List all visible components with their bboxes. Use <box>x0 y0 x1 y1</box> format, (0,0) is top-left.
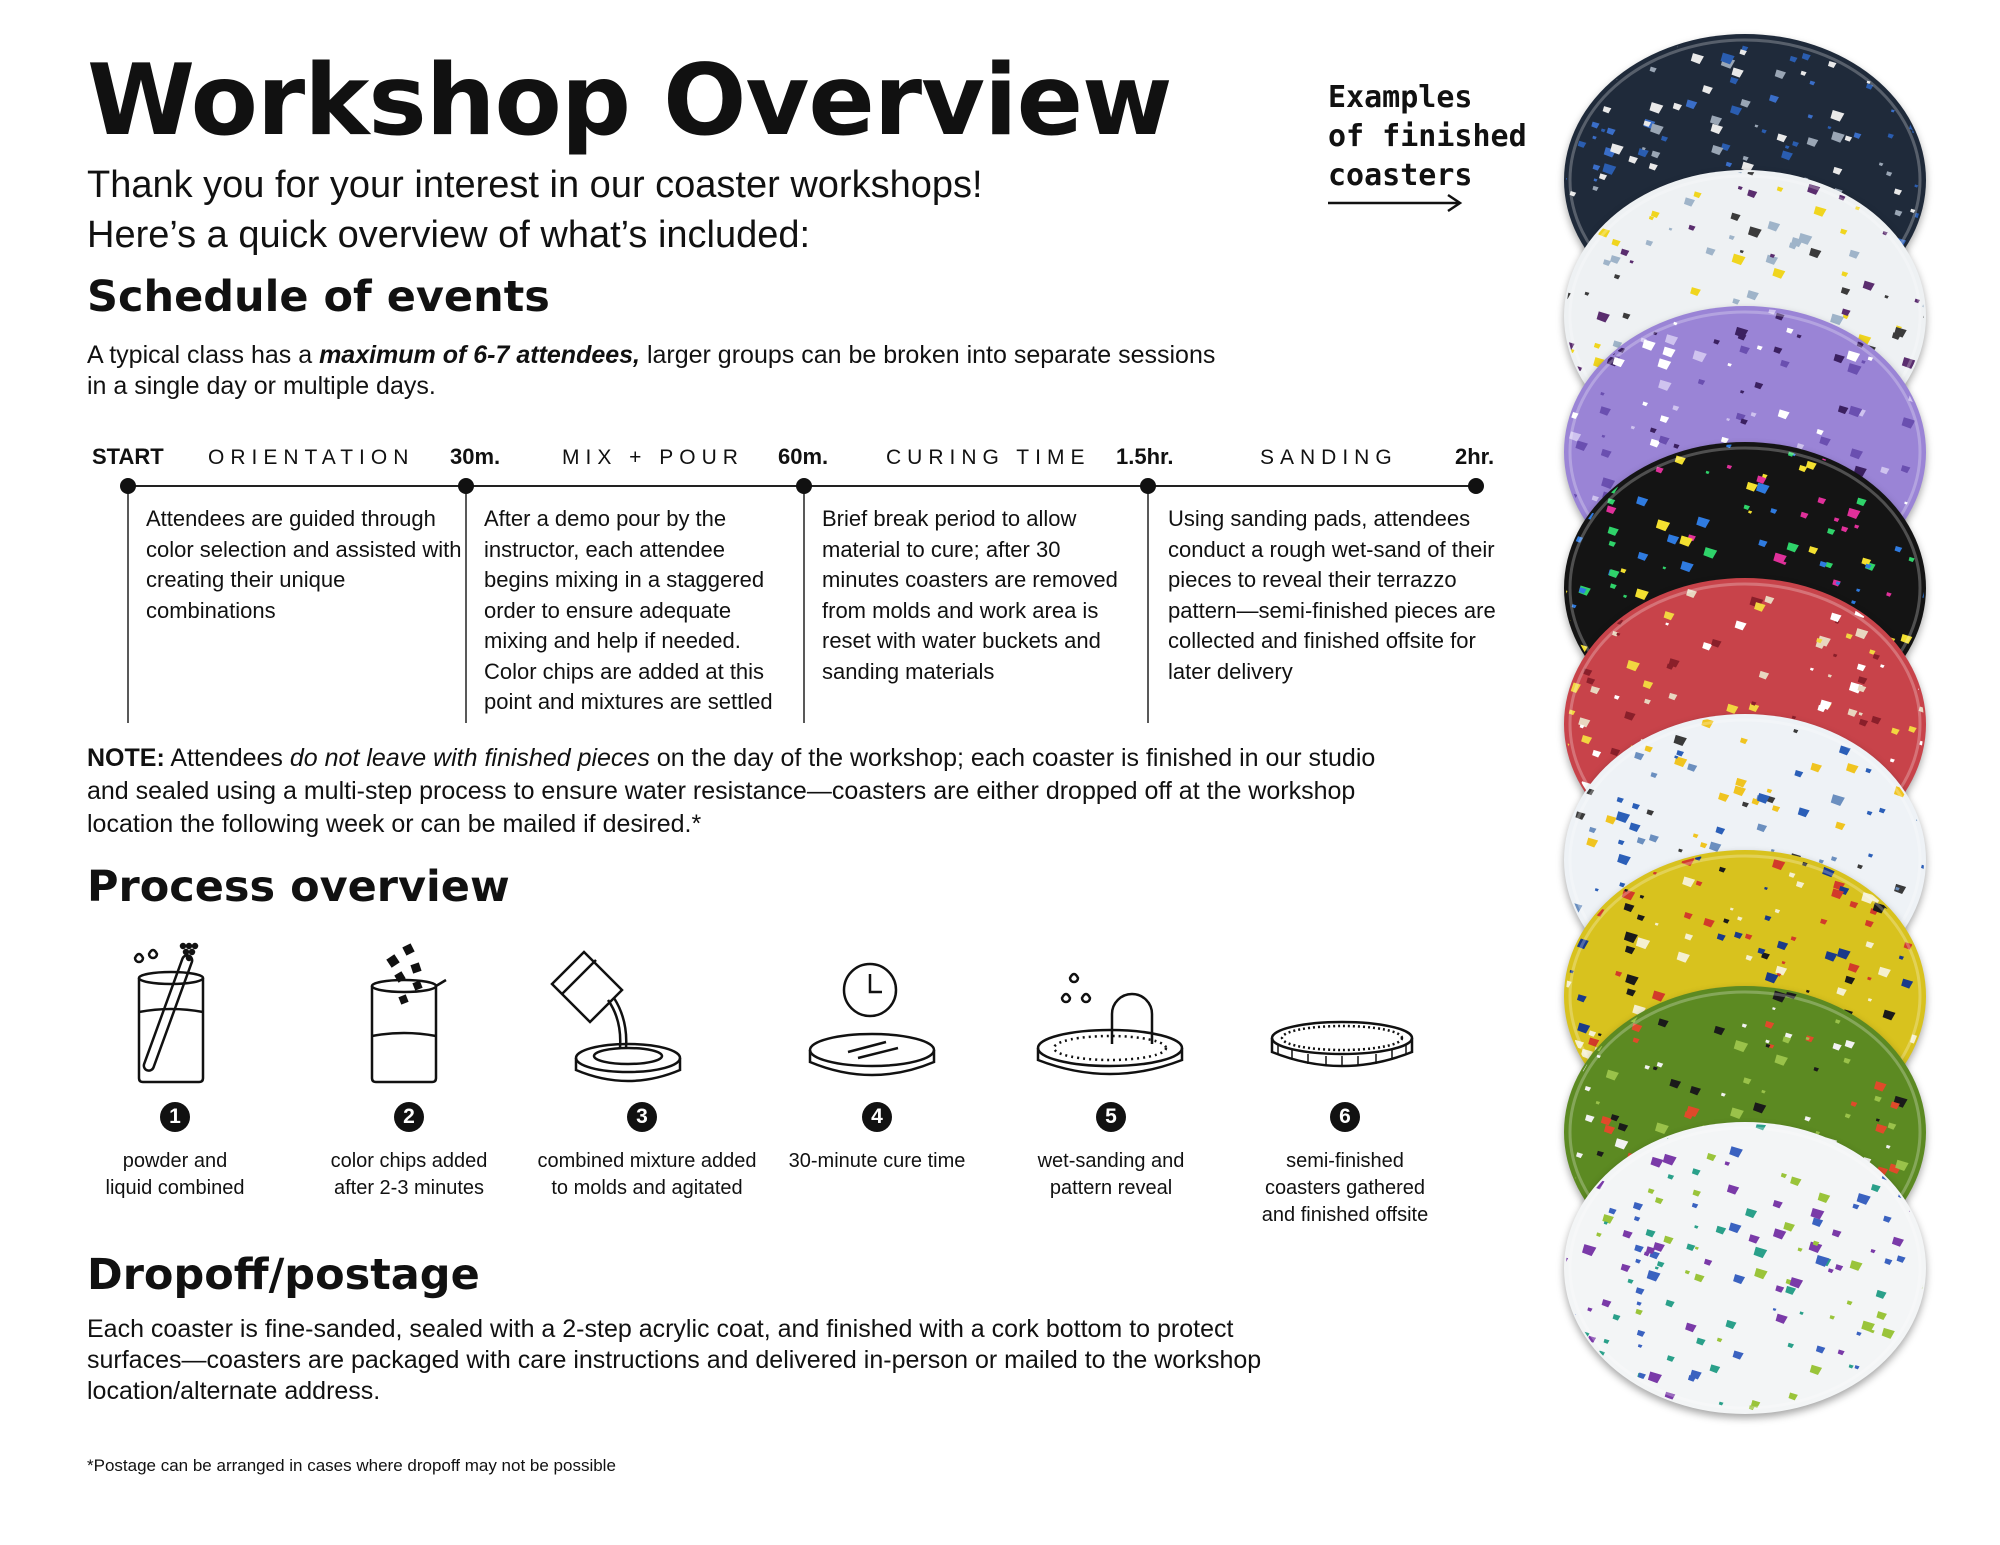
step-caption-6: semi-finished coasters gathered and finished offsite <box>1261 1150 1429 1226</box>
step-number-2: 2 <box>394 1102 424 1132</box>
dropoff-line-2: surfaces—coasters are packaged with care instructions and delivered in-person or mailed to the workshop <box>87 1346 1262 1374</box>
examples-line-2: of finished <box>1328 119 1527 154</box>
pour-into-mold-icon <box>548 940 708 1088</box>
step-number-6: 6 <box>1330 1102 1360 1132</box>
timeline-dot-60m <box>796 478 812 494</box>
schedule-desc-line-1: A typical class has a maximum of 6-7 attendees, larger groups can be broken into separate sessions <box>87 341 1216 369</box>
step-caption-4: 30-minute cure time <box>788 1150 966 1172</box>
sanding-icon <box>1030 940 1190 1088</box>
dropoff-heading: Dropoff/postage <box>87 1250 480 1300</box>
intro-line-2: Here’s a quick overview of what’s included: <box>87 214 811 256</box>
time-label-start: START <box>92 444 164 469</box>
coaster-stack <box>1560 30 1950 1530</box>
phase-sanding-title: SANDING <box>1260 446 1398 469</box>
coaster-white-multi <box>1560 1118 1930 1418</box>
intro-line-1: Thank you for your interest in our coaster workshops! <box>87 164 983 206</box>
note-line-2: and sealed using a multi-step process to ensure water resistance—coasters are either dropped off at the workshop <box>87 777 1356 805</box>
time-label-1-5hr: 1.5hr. <box>1116 444 1174 469</box>
note-paragraph <box>87 742 1375 841</box>
time-label-60m: 60m. <box>778 444 829 469</box>
note-line-1: NOTE: Attendees do not leave with finished pieces on the day of the workshop; each coaster is finished in our studio <box>87 744 1376 772</box>
phase-mix-pour-desc: After a demo pour by the instructor, each attendee begins mixing in a staggered order to ensure adequate mixing and help if needed. Color chips are added at this point and mixtures are settled <box>484 506 773 714</box>
schedule-desc-emphasis: maximum of 6-7 attendees, <box>319 341 640 369</box>
note-emphasis: do not leave with finished pieces <box>289 744 650 772</box>
step-number-1: 1 <box>160 1102 190 1132</box>
dropoff-line-3: location/alternate address. <box>87 1377 381 1405</box>
footnote: *Postage can be arranged in cases where dropoff may not be possible <box>87 1456 616 1475</box>
schedule-desc-line-2: in a single day or multiple days. <box>87 372 436 400</box>
step-caption-5: wet-sanding and pattern reveal <box>1037 1150 1185 1199</box>
timeline-dot-1-5hr <box>1140 478 1156 494</box>
note-label: NOTE: <box>87 744 165 772</box>
beaker-stir-icon <box>125 940 225 1088</box>
clock-mold-icon <box>806 940 946 1088</box>
examples-line-1: Examples <box>1328 80 1473 115</box>
timeline-dot-2hr <box>1468 478 1484 494</box>
step-number-5: 5 <box>1096 1102 1126 1132</box>
finished-coaster-icon <box>1262 940 1422 1088</box>
timeline-dot-30m <box>458 478 474 494</box>
phase-curing-desc: Brief break period to allow material to cure; after 30 minutes coasters are removed from molds and work area is reset with water buckets and sanding materials <box>822 506 1118 684</box>
phase-orientation-title: ORIENTATION <box>208 446 415 469</box>
beaker-chips-icon <box>360 940 460 1088</box>
time-label-30m: 30m. <box>450 444 501 469</box>
phase-curing-title: CURING TIME <box>886 446 1091 469</box>
process-heading: Process overview <box>87 862 510 912</box>
dropoff-paragraph <box>87 1314 1261 1407</box>
schedule-heading: Schedule of events <box>87 272 550 322</box>
step-caption-2: color chips added after 2-3 minutes <box>330 1150 488 1199</box>
step-number-4: 4 <box>862 1102 892 1132</box>
phase-sanding-desc: Using sanding pads, attendees conduct a rough wet-sand of their pieces to reveal their terrazzo pattern—semi-finished pieces are collected and finished offsite for later delivery <box>1168 506 1496 684</box>
timeline-dot-start <box>120 478 136 494</box>
dropoff-line-1: Each coaster is fine-sanded, sealed with a 2-step acrylic coat, and finished with a cork bottom to protect <box>87 1315 1234 1343</box>
phase-orientation-desc: Attendees are guided through color selection and assisted with creating their unique combinations <box>146 506 462 623</box>
phase-mix-pour-title: MIX + POUR <box>562 446 744 469</box>
process-steps <box>0 940 1450 1230</box>
time-label-2hr: 2hr. <box>1455 444 1495 469</box>
page-title: Workshop Overview <box>87 44 1172 158</box>
step-number-3: 3 <box>627 1102 657 1132</box>
note-line-3: location the following week or can be mailed if desired.* <box>87 810 702 838</box>
step-caption-3: combined mixture added to molds and agitated <box>537 1150 757 1199</box>
examples-line-3: coasters <box>1328 158 1473 193</box>
step-caption-1: powder and liquid combined <box>105 1150 245 1199</box>
